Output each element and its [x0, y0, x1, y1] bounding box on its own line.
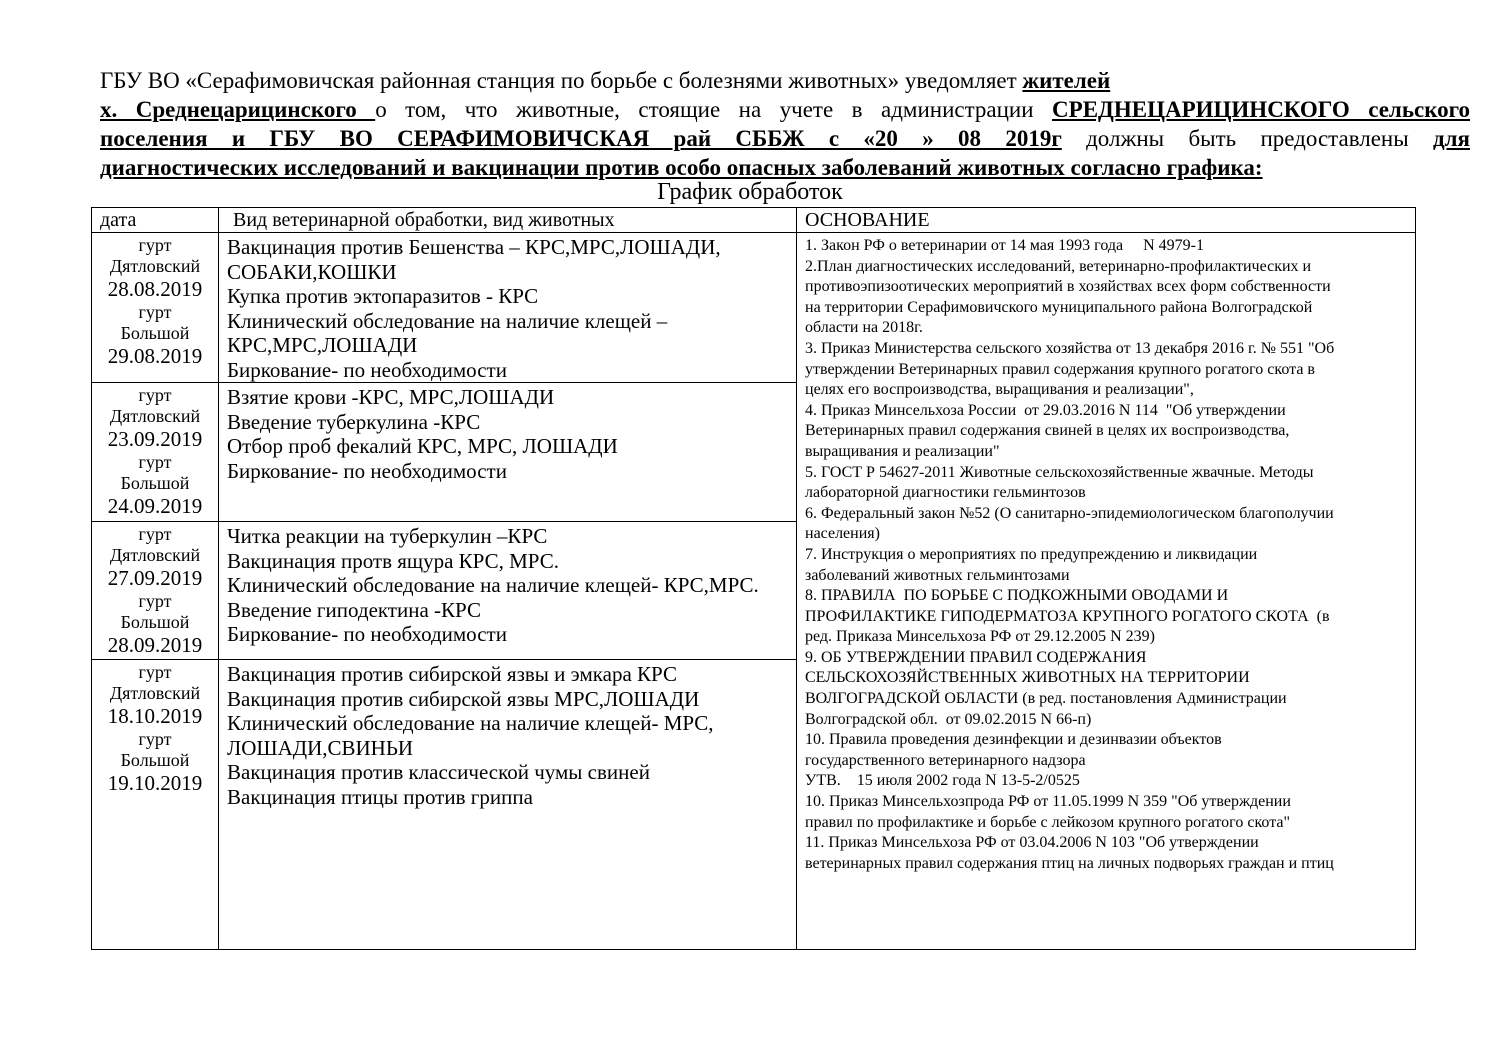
work-item: Вакцинация против сибирской язвы и эмкара КРС: [227, 662, 677, 686]
date-value: 18.10.2019: [107, 704, 203, 728]
header-date: дата: [92, 208, 219, 233]
date-value: 27.09.2019: [107, 566, 203, 590]
herd-name: Большой: [120, 612, 190, 632]
herd-name: Дятловский: [109, 545, 201, 565]
work-item: Введение гиподектина -КРС: [227, 597, 481, 622]
basis-line: 5. ГОСТ Р 54627-2011 Животные сельскохозяйственные жвачные. Методы: [805, 463, 1314, 481]
herd-name: Дятловский: [109, 406, 201, 426]
settlement-name: СРЕДНЕЦАРИЦИНСКОГО сельского: [1052, 97, 1471, 122]
basis-line: 9. ОБ УТВЕРЖДЕНИИ ПРАВИЛ СОДЕРЖАНИЯ: [805, 648, 1147, 666]
herd-name: Большой: [120, 323, 190, 343]
notice-line-1: [100, 66, 1470, 95]
herd-label: гурт: [138, 302, 172, 322]
date-cell: [92, 233, 219, 383]
work-item: Клинический обследование на наличие клещей- МРС,: [227, 711, 714, 735]
work-item: Отбор проб фекалий КРС, МРС, ЛОШАДИ: [227, 434, 618, 458]
notice-line-1-text: ГБУ ВО «Серафимовичская районная станция по борьбе с болезнями животных» уведомляет: [100, 68, 1023, 93]
date-value: 19.10.2019: [107, 771, 203, 795]
table-row: [92, 233, 1416, 383]
herd-label: гурт: [138, 452, 172, 472]
basis-line: населения): [805, 525, 880, 543]
work-item: Взятие крови -КРС, МРС,ЛОШАДИ: [227, 385, 555, 409]
work-item: Вакцинация против классической чумы свиней: [227, 760, 650, 784]
herd-label: гурт: [138, 591, 172, 611]
basis-line: утверждении Ветеринарных правил содержания крупного рогатого скота в: [805, 360, 1315, 378]
work-item: Биркование- по необходимости: [227, 357, 507, 382]
date-cell: [92, 522, 219, 660]
basis-line: 6. Федеральный закон №52 (О санитарно-эпидемиологическом благополучии: [805, 504, 1334, 522]
schedule-title: График обработок: [657, 179, 843, 205]
basis-line: области на 2018г.: [805, 319, 923, 337]
basis-line: Ветеринарных правил содержания свиней в целях их воспроизводства,: [805, 422, 1290, 440]
work-item: Вакцинация против сибирской язвы МРС,ЛОШАДИ: [227, 686, 700, 711]
work-item: Вакцинация против Бешенства – КРС,МРС,ЛОШАДИ,: [227, 235, 721, 259]
work-item: Биркование- по необходимости: [227, 622, 507, 646]
date-cell: [92, 383, 219, 522]
herd-label: гурт: [138, 729, 172, 749]
herd-label: гурт: [138, 385, 172, 405]
work-item: ЛОШАДИ,СВИНЬИ: [227, 735, 414, 760]
herd-name: Большой: [120, 473, 190, 493]
header-work: Вид ветеринарной обработки, вид животных: [219, 208, 797, 233]
residents-word: жителей: [1022, 68, 1111, 93]
herd-name: Большой: [120, 750, 190, 770]
work-cell: [219, 233, 797, 383]
work-cell: [219, 660, 797, 950]
work-item: Вакцинация протв ящура КРС, МРС.: [227, 548, 559, 573]
date-cell: [92, 660, 219, 950]
settlement-station-date: поселения и ГБУ ВО СЕРАФИМОВИЧСКАЯ рай СББЖ с «20 » 08 2019г: [100, 126, 1062, 151]
basis-line: целях его воспроизводства, выращивания и реализации",: [805, 381, 1194, 399]
basis-line: 4. Приказ Минсельхоза России от 29.03.2016 N 114 "Об утверждении: [805, 401, 1286, 419]
date-value: 28.08.2019: [107, 277, 203, 301]
header-basis: ОСНОВАНИЕ: [797, 208, 1416, 233]
work-item: Клинический обследование на наличие клещей- КРС,МРС.: [227, 573, 759, 597]
herd-label: гурт: [138, 662, 172, 682]
basis-line: 2.План диагностических исследований, ветеринарно-профилактических и: [805, 257, 1312, 275]
basis-line: заболеваний животных гельминтозами: [805, 566, 1070, 584]
notice-line-4: диагностических исследований и вакцинации против особо опасных заболеваний животных согласно графика:: [100, 155, 1263, 180]
notice-line-3-tail: для: [1433, 126, 1470, 151]
table-header-row: [92, 208, 1416, 233]
notice-line-3-text: должны быть предоставлены: [1061, 126, 1434, 151]
basis-line: УТВ. 15 июля 2002 года N 13-5-2/0525: [805, 772, 1080, 790]
work-item: СОБАКИ,КОШКИ: [227, 259, 397, 284]
basis-line: государственного ветеринарного надзора: [805, 751, 1086, 769]
notice-line-3: [100, 124, 1470, 153]
basis-line: 11. Приказ Минсельхоза РФ от 03.04.2006 N 103 "Об утверждении: [805, 834, 1259, 852]
date-value: 24.09.2019: [107, 494, 203, 518]
basis-line: 10. Приказ Минсельхозпрода РФ от 11.05.1999 N 359 "Об утверждении: [805, 793, 1291, 811]
herd-name: Дятловский: [109, 683, 201, 703]
work-cell: [219, 522, 797, 660]
date-value: 28.09.2019: [107, 633, 203, 657]
basis-line: СЕЛЬСКОХОЗЯЙСТВЕННЫХ ЖИВОТНЫХ НА ТЕРРИТОРИИ: [805, 669, 1250, 687]
village-name: х. Среднецарицинского: [100, 97, 376, 122]
basis-line: ВОЛГОГРАДСКОЙ ОБЛАСТИ (в ред. постановления Администрации: [805, 690, 1287, 708]
notice-text: [100, 66, 1470, 182]
basis-cell: [797, 233, 1416, 950]
work-item: Купка против эктопаразитов - КРС: [227, 284, 539, 308]
date-value: 29.08.2019: [107, 344, 203, 368]
work-item: Клинический обследование на наличие клещей –: [227, 308, 668, 333]
herd-name: Дятловский: [109, 256, 201, 276]
basis-line: 10. Правила проведения дезинфекции и дезинвазии объектов: [805, 731, 1222, 749]
herd-label: гурт: [138, 524, 172, 544]
basis-line: 7. Инструкция о мероприятиях по предупреждению и ликвидации: [805, 545, 1258, 563]
basis-line: на территории Серафимовичского муниципального района Волгоградской: [805, 298, 1313, 316]
basis-line: 3. Приказ Министерства сельского хозяйства от 13 декабря 2016 г. № 551 "Об: [805, 339, 1335, 357]
basis-line: ветеринарных правил содержания птиц на личных подворьях граждан и птиц: [805, 854, 1334, 872]
work-item: Введение туберкулина -КРС: [227, 409, 481, 434]
basis-line: 8. ПРАВИЛА ПО БОРЬБЕ С ПОДКОЖНЫМИ ОВОДАМИ И: [805, 587, 1229, 605]
basis-line: правил по профилактике и борьбе с лейкозом крупного рогатого скота": [805, 813, 1291, 831]
basis-line: ред. Приказа Минсельхоза РФ от 29.12.2005 N 239): [805, 628, 1155, 646]
work-item: Вакцинация птицы против гриппа: [227, 784, 533, 809]
work-item: КРС,МРС,ЛОШАДИ: [227, 333, 418, 357]
herd-label: гурт: [138, 235, 172, 255]
notice-line-2: [100, 95, 1470, 124]
work-item: Читка реакции на туберкулин –КРС: [227, 524, 548, 548]
schedule-table: [91, 207, 1416, 950]
basis-line: лабораторной диагностики гельминтозов: [805, 484, 1086, 502]
notice-line-2-text: о том, что животные, стоящие на учете в администрации: [375, 97, 1053, 122]
basis-line: ПРОФИЛАКТИКЕ ГИПОДЕРМАТОЗА КРУПНОГО РОГАТОГО СКОТА (в: [805, 607, 1330, 625]
work-cell: [219, 383, 797, 522]
work-item: Биркование- по необходимости: [227, 458, 507, 483]
basis-line: выращивания и реализации": [805, 442, 1000, 460]
date-value: 23.09.2019: [107, 427, 203, 451]
basis-line: 1. Закон РФ о ветеринарии от 14 мая 1993 года N 4979-1: [805, 237, 1204, 254]
basis-line: противоэпизоотических мероприятий в хозяйствах всех форм собственности: [805, 278, 1331, 296]
basis-line: Волгоградской обл. от 09.02.2015 N 66-п): [805, 710, 1092, 728]
